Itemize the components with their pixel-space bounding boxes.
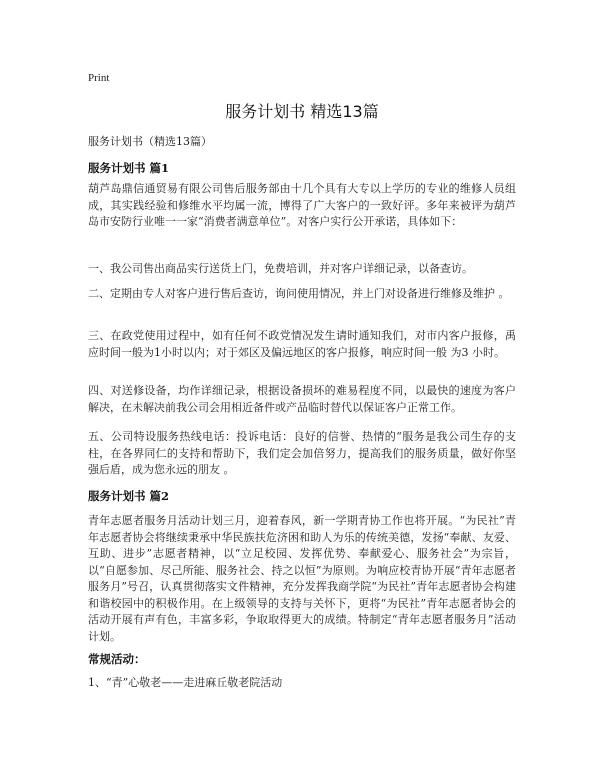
paragraph: 五、公司特设服务热线电话：投诉电话：良好的信誉、热情的“服务是我公司生存的支柱，在各界同仁的支持和帮助下，我们定会加倍努力，提高我们的服务质量，做好你坚强后盾，成为您永远的朋友 。 xyxy=(88,430,516,476)
paragraph: 三、在政党使用过程中，如有任何不政党情况发生请时通知我们，对市内客户报修，禹应时间一般为1小时以内；对于郊区及偏远地区的客户报修，响应时间一般 为3 小时。 xyxy=(88,329,516,359)
paragraph: 葫芦岛鼎信通贸易有限公司售后服务部由十几个具有大专以上学历的专业的维修人员组成，其实践经验和修维水平均属一流，博得了广大客户的一致好评。多年来被评为葫芦岛市安防行业唯一一家“消费者满意单位”。对客户实行公开承诺，具体如下： xyxy=(88,182,516,228)
paragraph: 一、我公司售出商品实行送货上门，免费培训，并对客户详细记录，以备查访。 xyxy=(88,262,473,275)
paragraph: 青年志愿者服务月活动计划三月，迎着春风，新一学期青协工作也将开展。“为民社”青年志愿者协会将继续秉承中华民族扶危济困和助人为乐的传统美德，发扬“奉献、友爱、互助、进步”志愿者精神，以“立足校园、发挥优势、奉献爱心、服务社会”为宗旨，以“自愿参加、尽己所能、服务社会、持之以恒”为原则。为响应校青协开展“青年志愿者服务月”号召，认真贯彻落实文件精神，充分发挥我商学院“为民社”青年志愿者协会构建和谐校园中的积极作用。在上级领导的支持与关怀下，更将“为民社”青年志愿者协会的活动开展有声有色，丰富多彩，争取取得更大的成绩。特制定“青年志愿者服务月”活动计划。 xyxy=(88,514,516,643)
section-heading: 服务计划书 篇1 xyxy=(88,161,170,175)
document-subtitle: 服务计划书（精选13篇） xyxy=(88,135,212,148)
paragraph: 二、定期由专人对客户进行售后查访，询问使用情况，并上门对设备进行维修及维护 。 xyxy=(88,287,510,300)
section-heading: 服务计划书 篇2 xyxy=(88,489,170,503)
paragraph: 1、“青”心敬老——走进麻丘敬老院活动 xyxy=(88,676,283,689)
print-link[interactable]: Print xyxy=(88,72,110,84)
document-title: 服务计划书 精选13篇 xyxy=(225,102,379,121)
section-heading: 常规活动： xyxy=(88,652,146,666)
paragraph: 四、对送修设备，均作详细记录，根据设备损坏的难易程度不同，以最快的速度为客户解决，在未解决前我公司会用相近备件或产品临时替代以保证客户正常工作。 xyxy=(88,384,516,414)
